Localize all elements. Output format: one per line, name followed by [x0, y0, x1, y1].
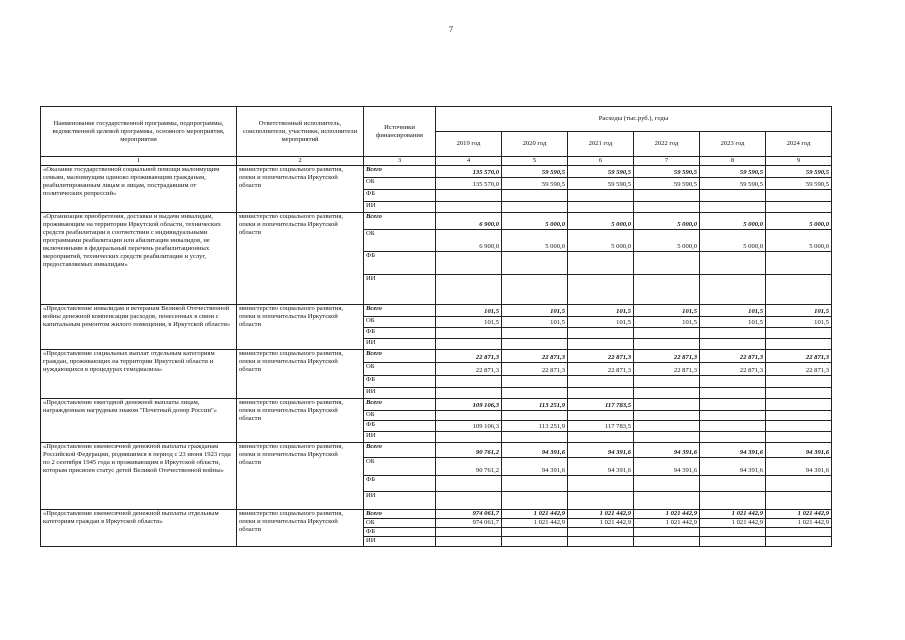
- expense-value: [700, 411, 766, 421]
- expense-value: [634, 492, 700, 510]
- funding-source-label: Всего: [364, 305, 436, 317]
- expense-value: [568, 492, 634, 510]
- expense-value: 59 590,5: [502, 166, 568, 178]
- expense-value: [502, 275, 568, 305]
- expense-value: 59 590,5: [634, 178, 700, 190]
- funding-source-label: Всего: [364, 213, 436, 230]
- expense-value: [568, 537, 634, 547]
- column-number: 4: [436, 157, 502, 166]
- expense-value: 94 391,6: [502, 458, 568, 476]
- funding-source-label: ОБ: [364, 363, 436, 376]
- funding-source-label: ИИ: [364, 275, 436, 305]
- expense-value: [766, 476, 832, 492]
- header-year: 2022 год: [634, 132, 700, 157]
- expense-value: 101,5: [766, 317, 832, 328]
- expense-value: [502, 492, 568, 510]
- expense-value: 5 000,0: [766, 230, 832, 252]
- executor-name: министерство социального развития, опеки и попечительства Иркутской области: [237, 510, 364, 547]
- expenses-table: [40, 106, 832, 547]
- expense-value: [502, 411, 568, 421]
- executor-name: министерство социального развития, опеки и попечительства Иркутской области: [237, 443, 364, 510]
- expense-value: 94 391,6: [766, 458, 832, 476]
- expense-value: [568, 275, 634, 305]
- expense-value: [700, 421, 766, 432]
- expense-value: [766, 339, 832, 350]
- expense-value: [634, 202, 700, 213]
- table-row: [41, 305, 832, 317]
- funding-source-label: ФБ: [364, 252, 436, 275]
- expense-value: 5 000,0: [502, 213, 568, 230]
- expense-value: 22 871,3: [766, 363, 832, 376]
- expense-value: 94 391,6: [700, 458, 766, 476]
- measure-name: «Предоставление ежемесячной денежной выплаты отдельным категориям граждан в Иркутской области»: [41, 510, 237, 547]
- table-body: [41, 166, 832, 547]
- expense-value: 113 251,9: [502, 399, 568, 411]
- expense-value: [568, 528, 634, 537]
- executor-name: министерство социального развития, опеки и попечительства Иркутской области: [237, 399, 364, 443]
- expense-value: [700, 202, 766, 213]
- expense-value: [700, 190, 766, 202]
- expense-value: 59 590,5: [700, 178, 766, 190]
- expense-value: [766, 537, 832, 547]
- expense-value: 94 391,6: [700, 443, 766, 458]
- expense-value: [634, 275, 700, 305]
- executor-name: министерство социального развития, опеки и попечительства Иркутской области: [237, 166, 364, 213]
- expense-value: 22 871,3: [568, 350, 634, 363]
- header-year: 2023 год: [700, 132, 766, 157]
- expense-value: [766, 275, 832, 305]
- expense-value: [634, 339, 700, 350]
- measure-name: «Организация приобретения, доставки и выдачи инвалидам, проживающим на территории Иркутской области, технических средств реабилитации в соответствии с индивидуальными программами реабилитации или абилитации инвалидов, не включенными в федеральный перечень реабилитационных мероприятий, технических средств реабилитации и услуг, предоставляемых инвалидам»: [41, 213, 237, 305]
- funding-source-label: ФБ: [364, 328, 436, 339]
- funding-source-label: Всего: [364, 166, 436, 178]
- expense-value: [766, 432, 832, 443]
- expense-value: 22 871,3: [436, 350, 502, 363]
- expense-value: [436, 202, 502, 213]
- expense-value: [766, 252, 832, 275]
- expense-value: 101,5: [436, 317, 502, 328]
- expense-value: [634, 411, 700, 421]
- funding-source-label: Всего: [364, 399, 436, 411]
- expense-value: 22 871,3: [700, 350, 766, 363]
- expense-value: 22 871,3: [502, 363, 568, 376]
- expense-value: [766, 399, 832, 411]
- expense-value: [766, 492, 832, 510]
- expense-value: [700, 339, 766, 350]
- expense-value: 974 061,7: [436, 519, 502, 528]
- expense-value: 22 871,3: [634, 350, 700, 363]
- expense-value: [436, 339, 502, 350]
- expense-value: [502, 388, 568, 399]
- expense-value: 94 391,6: [568, 443, 634, 458]
- funding-source-label: ИИ: [364, 432, 436, 443]
- expense-value: 101,5: [502, 305, 568, 317]
- expense-value: [502, 339, 568, 350]
- expense-value: [700, 275, 766, 305]
- table-row: [41, 510, 832, 519]
- funding-source-label: Всего: [364, 350, 436, 363]
- header-funding-source: Источники финансирования: [364, 107, 436, 157]
- expense-value: [634, 537, 700, 547]
- expense-value: 5 000,0: [568, 230, 634, 252]
- expense-value: 59 590,5: [766, 178, 832, 190]
- expense-value: 5 000,0: [634, 230, 700, 252]
- expense-value: 94 391,6: [568, 458, 634, 476]
- funding-source-label: ИИ: [364, 202, 436, 213]
- funding-source-label: Всего: [364, 510, 436, 519]
- expense-value: [502, 432, 568, 443]
- expense-value: [502, 328, 568, 339]
- expense-value: [502, 376, 568, 388]
- expense-value: [436, 252, 502, 275]
- expense-value: 1 021 442,9: [568, 510, 634, 519]
- expense-value: 90 761,2: [436, 458, 502, 476]
- table-row: [41, 350, 832, 363]
- expense-value: [568, 476, 634, 492]
- expense-value: 5 000,0: [766, 213, 832, 230]
- expense-value: [700, 528, 766, 537]
- expense-value: 5 000,0: [700, 213, 766, 230]
- expense-value: 59 590,5: [568, 178, 634, 190]
- expense-value: [766, 376, 832, 388]
- expense-value: [700, 537, 766, 547]
- expense-value: [634, 399, 700, 411]
- expense-value: [700, 388, 766, 399]
- expense-value: [634, 252, 700, 275]
- expense-value: 1 021 442,9: [502, 510, 568, 519]
- table-row: [41, 399, 832, 411]
- column-number: 5: [502, 157, 568, 166]
- expense-value: 117 783,5: [568, 421, 634, 432]
- expense-value: [436, 432, 502, 443]
- expense-value: [634, 388, 700, 399]
- table-row: [41, 166, 832, 178]
- executor-name: министерство социального развития, опеки и попечительства Иркутской области: [237, 350, 364, 399]
- expense-value: 101,5: [766, 305, 832, 317]
- column-number: 3: [364, 157, 436, 166]
- expense-value: [436, 537, 502, 547]
- measure-name: «Оказание государственной социальной помощи малоимущим семьям, малоимущим одиноко проживающим гражданам, реабилитированным лицам и лицам, пострадавшим от политических репрессий»: [41, 166, 237, 213]
- expense-value: 5 000,0: [700, 230, 766, 252]
- expense-value: [502, 202, 568, 213]
- funding-source-label: ФБ: [364, 376, 436, 388]
- expense-value: 101,5: [700, 305, 766, 317]
- expense-value: 101,5: [436, 305, 502, 317]
- expense-value: 101,5: [568, 305, 634, 317]
- expense-value: [568, 339, 634, 350]
- expense-value: [436, 376, 502, 388]
- page-number: 7: [449, 25, 453, 34]
- measure-name: «Предоставление ежемесячной денежной выплаты гражданам Российской Федерации, родившимся в период с 23 июня 1923 года по 2 сентября 1945 года и проживающим в Иркутской области, которым присвоен статус детей Великой Отечественной войны»: [41, 443, 237, 510]
- expense-value: [502, 528, 568, 537]
- expense-value: 101,5: [700, 317, 766, 328]
- table-row: [41, 213, 832, 230]
- expense-value: 59 590,5: [766, 166, 832, 178]
- expense-value: [436, 388, 502, 399]
- expense-value: [766, 328, 832, 339]
- expense-value: 6 900,0: [436, 213, 502, 230]
- expense-value: [568, 202, 634, 213]
- expense-value: [568, 376, 634, 388]
- expense-value: 109 106,3: [436, 399, 502, 411]
- expense-value: 135 570,0: [436, 178, 502, 190]
- expense-value: [568, 411, 634, 421]
- column-number: 6: [568, 157, 634, 166]
- expense-value: [436, 492, 502, 510]
- funding-source-label: ФБ: [364, 476, 436, 492]
- expense-value: [634, 528, 700, 537]
- expense-value: [700, 492, 766, 510]
- expense-value: [634, 421, 700, 432]
- expense-value: [766, 388, 832, 399]
- expense-value: [634, 328, 700, 339]
- header-year: 2019 год: [436, 132, 502, 157]
- expense-value: 1 021 442,9: [700, 519, 766, 528]
- funding-source-label: ОБ: [364, 317, 436, 328]
- expense-value: 1 021 442,9: [634, 510, 700, 519]
- funding-source-label: Всего: [364, 443, 436, 458]
- header-year: 2021 год: [568, 132, 634, 157]
- expense-value: [436, 476, 502, 492]
- expense-value: 1 021 442,9: [700, 510, 766, 519]
- expense-value: [436, 411, 502, 421]
- expense-value: 1 021 442,9: [502, 519, 568, 528]
- expense-value: [700, 399, 766, 411]
- expense-value: [436, 275, 502, 305]
- measure-name: «Предоставление ежегодной денежной выплаты лицам, награжденным нагрудным знаком "Почетный донор России"»: [41, 399, 237, 443]
- expense-value: [634, 476, 700, 492]
- expense-value: 101,5: [634, 317, 700, 328]
- expense-value: [502, 190, 568, 202]
- expense-value: 5 000,0: [634, 213, 700, 230]
- header-executor: Ответственный исполнитель, соисполнители, участники, исполнители мероприятий: [237, 107, 364, 157]
- expense-value: 22 871,3: [502, 350, 568, 363]
- expense-value: 1 021 442,9: [766, 510, 832, 519]
- expense-value: 90 761,2: [436, 443, 502, 458]
- expense-value: 22 871,3: [700, 363, 766, 376]
- column-number: 1: [41, 157, 237, 166]
- funding-source-label: ОБ: [364, 230, 436, 252]
- expense-value: 113 251,9: [502, 421, 568, 432]
- table-row: [41, 443, 832, 458]
- expense-value: [568, 190, 634, 202]
- measure-name: «Предоставление инвалидам и ветеранам Великой Отечественной войны денежной компенсации расходов, понесенных в связи с капитальным ремонтом жилого помещения, в Иркутской области»: [41, 305, 237, 350]
- expense-value: 101,5: [502, 317, 568, 328]
- expense-value: [502, 252, 568, 275]
- measure-name: «Предоставление социальных выплат отдельным категориям граждан, проживающих на территории Иркутской области и нуждающихся в процедурах гемодиализа»: [41, 350, 237, 399]
- expense-value: 59 590,5: [568, 166, 634, 178]
- expense-value: 5 000,0: [502, 230, 568, 252]
- expense-value: 1 021 442,9: [568, 519, 634, 528]
- expense-value: 22 871,3: [568, 363, 634, 376]
- executor-name: министерство социального развития, опеки и попечительства Иркутской области: [237, 213, 364, 305]
- expense-value: 22 871,3: [436, 363, 502, 376]
- expense-value: [502, 476, 568, 492]
- expense-value: [766, 421, 832, 432]
- header-program-name: Наименование государственной программы, подпрограммы, ведомственной целевой программы, основного мероприятия, мероприятия: [41, 107, 237, 157]
- funding-source-label: ИИ: [364, 492, 436, 510]
- expense-value: [568, 388, 634, 399]
- expense-value: 22 871,3: [766, 350, 832, 363]
- expense-value: 22 871,3: [634, 363, 700, 376]
- column-number: 8: [700, 157, 766, 166]
- expense-value: [568, 252, 634, 275]
- header-year: 2020 год: [502, 132, 568, 157]
- expense-value: 94 391,6: [766, 443, 832, 458]
- expense-value: [436, 528, 502, 537]
- expense-value: 101,5: [568, 317, 634, 328]
- expense-value: 135 570,0: [436, 166, 502, 178]
- expense-value: [766, 190, 832, 202]
- funding-source-label: ФБ: [364, 421, 436, 432]
- header-year: 2024 год: [766, 132, 832, 157]
- expense-value: [436, 328, 502, 339]
- expense-value: [700, 432, 766, 443]
- expense-value: 1 021 442,9: [766, 519, 832, 528]
- executor-name: министерство социального развития, опеки и попечительства Иркутской области: [237, 305, 364, 350]
- expense-value: [634, 432, 700, 443]
- column-number: 2: [237, 157, 364, 166]
- expense-value: 59 590,5: [502, 178, 568, 190]
- funding-source-label: ФБ: [364, 528, 436, 537]
- expense-value: 1 021 442,9: [634, 519, 700, 528]
- expense-value: 5 000,0: [568, 213, 634, 230]
- expense-value: 94 391,6: [634, 443, 700, 458]
- expense-value: 59 590,5: [634, 166, 700, 178]
- expense-value: [700, 376, 766, 388]
- expense-value: [634, 190, 700, 202]
- expense-value: [568, 328, 634, 339]
- expense-value: 59 590,5: [700, 166, 766, 178]
- funding-source-label: ОБ: [364, 519, 436, 528]
- expense-value: 101,5: [634, 305, 700, 317]
- column-number: 9: [766, 157, 832, 166]
- expense-value: [766, 202, 832, 213]
- column-number: 7: [634, 157, 700, 166]
- header-expenses: Расходы (тыс.руб.), годы: [436, 107, 832, 132]
- expense-value: [502, 537, 568, 547]
- expense-value: [766, 411, 832, 421]
- expense-value: 6 900,0: [436, 230, 502, 252]
- expense-value: 94 391,6: [634, 458, 700, 476]
- expense-value: [700, 476, 766, 492]
- expense-value: [436, 190, 502, 202]
- funding-source-label: ОБ: [364, 458, 436, 476]
- funding-source-label: ОБ: [364, 178, 436, 190]
- expense-value: [634, 376, 700, 388]
- expense-value: [700, 252, 766, 275]
- expense-value: 974 061,7: [436, 510, 502, 519]
- funding-source-label: ИИ: [364, 537, 436, 547]
- funding-source-label: ИИ: [364, 339, 436, 350]
- expense-value: 94 391,6: [502, 443, 568, 458]
- funding-source-label: ИИ: [364, 388, 436, 399]
- expense-value: 117 783,5: [568, 399, 634, 411]
- expense-value: [766, 528, 832, 537]
- expense-value: [700, 328, 766, 339]
- funding-source-label: ОБ: [364, 411, 436, 421]
- expense-value: [568, 432, 634, 443]
- funding-source-label: ФБ: [364, 190, 436, 202]
- expense-value: 109 106,3: [436, 421, 502, 432]
